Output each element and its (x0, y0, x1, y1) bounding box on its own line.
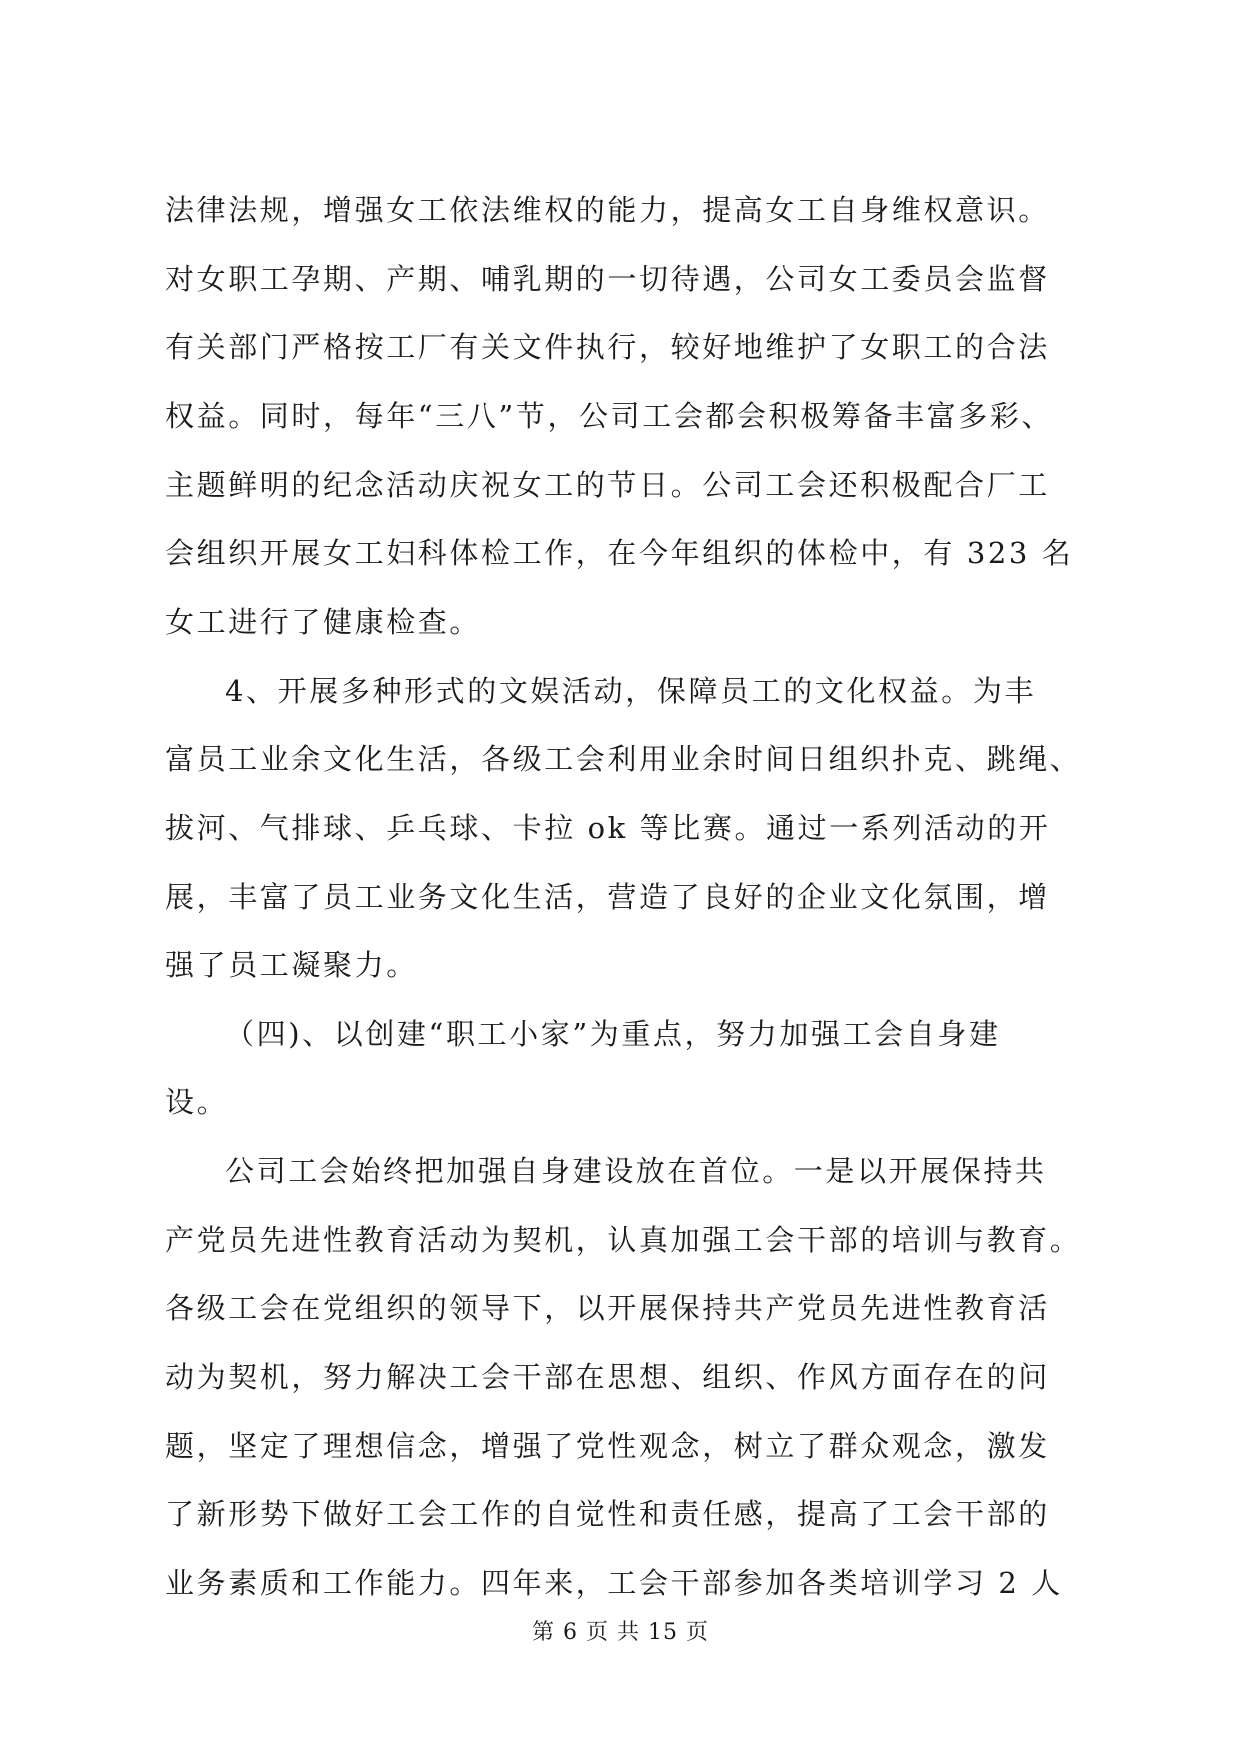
section-heading: 设。 (165, 1085, 229, 1119)
text-line: 主题鲜明的纪念活动庆祝女工的节日。公司工会还积极配合厂工 (165, 468, 1050, 502)
page-number-footer: 第 6 页 共 15 页 (532, 1620, 709, 1645)
section-heading: （四)、以创建“职工小家”为重点，努力加强工会自身建 (225, 1017, 1001, 1051)
text-line: 有关部门严格按工厂有关文件执行，较好地维护了女职工的合法 (165, 330, 1050, 364)
text-line: 题，坚定了理想信念，增强了党性观念，树立了群众观念，激发 (165, 1429, 1050, 1463)
text-line: 业务素质和工作能力。四年来，工会干部参加各类培训学习 2 人 (165, 1566, 1063, 1600)
text-line: 动为契机，努力解决工会干部在思想、组织、作风方面存在的问 (165, 1360, 1050, 1394)
text-line: 对女职工孕期、产期、哺乳期的一切待遇，公司女工委员会监督 (165, 262, 1050, 296)
text-line: 4、开展多种形式的文娱活动，保障员工的文化权益。为丰 (225, 674, 1037, 708)
text-line: 强了员工凝聚力。 (165, 948, 418, 982)
text-line: 展，丰富了员工业务文化生活，营造了良好的企业文化氛围，增 (165, 880, 1050, 914)
text-line: 产党员先进性教育活动为契机，认真加强工会干部的培训与教育。 (165, 1223, 1082, 1257)
text-line: 了新形势下做好工会工作的自觉性和责任感，提高了工会干部的 (165, 1497, 1050, 1531)
text-line: 各级工会在党组织的领导下，以开展保持共产党员先进性教育活 (165, 1291, 1050, 1325)
text-line: 法律法规，增强女工依法维权的能力，提高女工自身维权意识。 (165, 193, 1050, 227)
text-line: 女工进行了健康检查。 (165, 605, 482, 639)
text-line: 公司工会始终把加强自身建设放在首位。一是以开展保持共 (225, 1154, 1047, 1188)
text-line: 富员工业余文化生活，各级工会利用业余时间日组织扑克、跳绳、 (165, 742, 1082, 776)
text-line: 权益。同时，每年“三八”节，公司工会都会积极筹备丰富多彩、 (165, 399, 1054, 433)
text-line: 拔河、气排球、乒乓球、卡拉 ok 等比赛。通过一系列活动的开 (165, 811, 1051, 845)
text-line: 会组织开展女工妇科体检工作，在今年组织的体检中，有 323 名 (165, 536, 1074, 570)
